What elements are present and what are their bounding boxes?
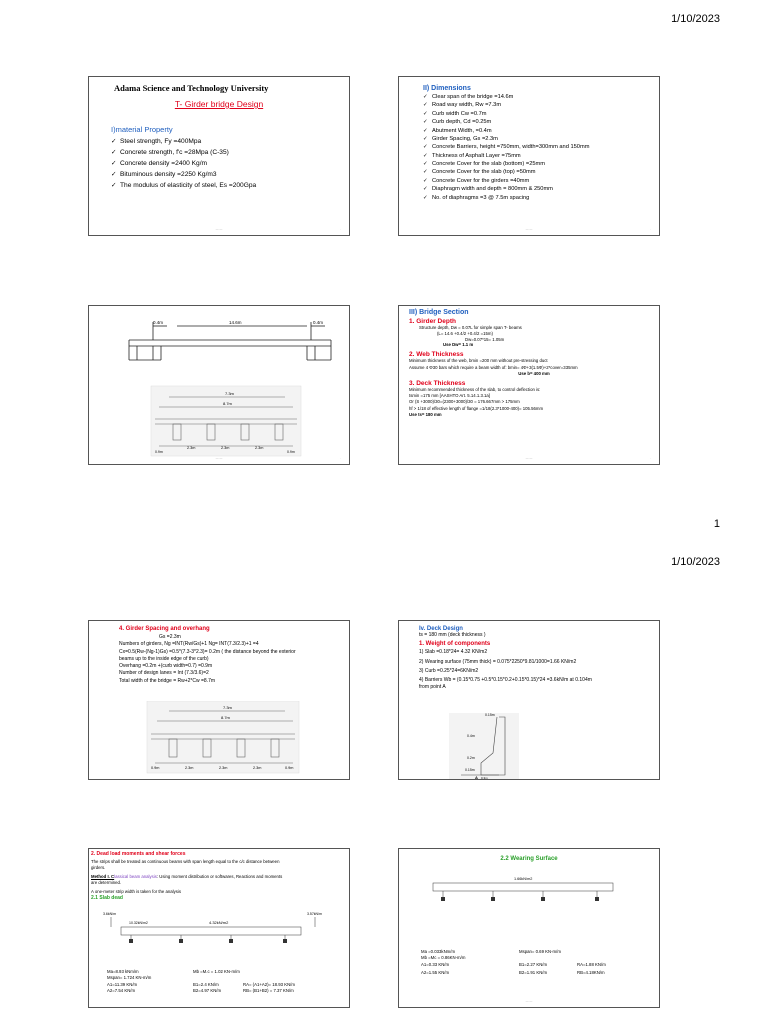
list-item: ✓ Steel strength, Fy =400Mpa: [111, 137, 349, 148]
page1-date: 1/10/2023: [671, 13, 720, 25]
slab-dead-load-diagram: [89, 909, 350, 969]
list-item: ✓ Concrete Barriers, height =750mm, width=300mm and 150mm: [423, 143, 659, 151]
slide-number: ·: [650, 999, 651, 1003]
result-value: B1=2.27 KN/m: [519, 961, 548, 967]
slide-footer: — —: [215, 227, 223, 231]
bridge-elevation-and-section: [89, 306, 350, 465]
subheading: 2.1 Slab dead: [91, 895, 123, 902]
dim-overhang-right: 0.9m: [287, 450, 295, 454]
list-item: ✓ Curb width Cw =0.7m: [423, 110, 659, 118]
method-name: lassical beam analysis: [114, 873, 157, 879]
list-item: ✓ No. of diaphragms =3 @ 7.5m spacing: [423, 194, 659, 202]
list-item: ✓ Concrete Cover for the slab (bottom) =25mm: [423, 160, 659, 168]
slide-wearing-surface: [398, 848, 660, 1008]
section-heading: III) Bridge Section: [409, 309, 469, 316]
list-item: ✓ Bituminous density =2250 Kg/m3: [111, 170, 349, 181]
slide-title: T- Girder bridge Design: [174, 99, 264, 109]
section-heading: Iv. Deck Design: [419, 626, 463, 632]
dim-label: 2.3m: [253, 766, 262, 770]
list-item: ✓ Thickness of Asphalt Layer =75mm: [423, 152, 659, 160]
paragraph: Structure depth, Dw = 0.07L for simple span T- beams: [419, 325, 522, 330]
list-item: ✓ Concrete density =2400 Kg/m: [111, 159, 349, 170]
result-value: Ma=8.93 kNm/m: [107, 969, 139, 974]
paragraph: Assume 4 Φ30 bars which require a beam width of: bmin= 4Φ+3(1.5Φ)+2*cover=335mm: [409, 364, 578, 370]
slide-number: ·: [650, 771, 651, 775]
slide-number: ·: [340, 456, 341, 460]
list-item: ✓ Curb depth, Cd =0.25m: [423, 118, 659, 126]
dim-total-width: 8.7m: [221, 715, 230, 720]
paragraph: Use ts= 180 mm: [409, 412, 442, 418]
page2-date: 1/10/2023: [671, 556, 720, 568]
paragraph: Number of design lanes = Int (7.3/3.6)=2: [119, 670, 209, 677]
dim-girder-spacing: 2.3m: [187, 446, 196, 450]
paragraph: (L= 14.6 +0.4/2 +0.4/2 =15m): [437, 331, 493, 337]
load-label: 3.57kN/m: [307, 912, 322, 916]
paragraph: Use Dw= 1.1 m: [443, 341, 474, 347]
slide-title: 4. Girder Spacing and overhang: [119, 626, 210, 632]
paragraph: tsmin =175 mm [AASHTO Art. 5.14.1.3.1a]: [409, 392, 491, 398]
fig-label: 0.4m: [467, 734, 475, 738]
fig-label: 0.2m: [467, 756, 475, 760]
load-label: 4.32kN/m2: [209, 920, 229, 925]
list-item: ✓ Girder Spacing, Gs =2.3m: [423, 135, 659, 143]
result-value: Mspan= 1.724 KN-m/m: [107, 975, 152, 981]
fig-point-a: A: [475, 775, 478, 780]
dim-label: 2.3m: [219, 766, 228, 770]
paragraph: from point A: [419, 684, 446, 691]
list-item: ✓ Abutment Width, =0.4m: [423, 127, 659, 135]
paragraph: The strips shall be treated as continuous beams with span length equal to the c/c distance between: [91, 859, 280, 864]
list-item: ✓ Diaphragm width and depth = 800mm & 250mm: [423, 185, 659, 193]
paragraph: Use b= 400 mm: [518, 371, 550, 377]
method-label: Method I. C: [91, 873, 115, 879]
dim-right: 0.4m: [313, 320, 324, 325]
slide-bridge-drawings: [88, 305, 350, 465]
result-value: RA=1.88 KN/m: [577, 961, 606, 967]
dim-span: 14.6m: [229, 320, 242, 325]
paragraph: 4) Barriers Wb = (0.15*0.75 +0.5*0.15*0.2+0.15*0.15)*24 =3.6kN/m at 0.104m: [419, 677, 592, 683]
subheading: 2.2 Wearing Surface: [500, 856, 558, 862]
slide-material-property: [88, 76, 350, 236]
list-item: ✓ Concrete strength, f'c =28Mpa (C-35): [111, 148, 349, 159]
slide-girder-spacing: [88, 620, 350, 780]
paragraph: Cx=0.5(Rw-(Ng-1)Gs) =0.5*(7.3-3*2.3)= 0.2m ( the distance beyond the exterior: [119, 648, 296, 655]
dim-left: 0.4m: [153, 320, 164, 325]
fig-label: 0.3m: [481, 776, 488, 780]
slide-number: ·: [340, 227, 341, 231]
result-value: A2=7.54 KN/m: [107, 988, 136, 994]
paragraph: Numbers of girders, Ng =INT(Rw/Gs)+1 Ng= INT(7.3/2.3)+1 =4: [119, 641, 259, 648]
slide-deck-design: [398, 620, 660, 780]
result-value: A1=11.39 KN/m: [107, 981, 138, 987]
wearing-surface-diagram: [399, 869, 660, 939]
university-name: Adama Science and Technology University: [114, 83, 269, 93]
paragraph: Total width of the bridge = Rw+2*Cw =8.7m: [119, 677, 216, 684]
dim-overhang-left: 0.9m: [155, 450, 163, 454]
list-item: ✓ Concrete Cover for the girders =40mm: [423, 177, 659, 185]
result-value: Mb =Mc = 0.86KN-m/m: [421, 955, 466, 961]
girder-section-drawing: [89, 701, 350, 780]
dim-girder-spacing: 2.3m: [221, 446, 230, 450]
subheading: 3. Deck Thickness: [409, 379, 466, 387]
paragraph: 3) Curb =0.25*24=6KN/m2: [419, 667, 479, 674]
slide-footer: — —: [215, 456, 223, 460]
dim-label: 0.9m: [151, 766, 160, 770]
dim-roadway: 7.3m: [223, 705, 232, 710]
paragraph: A one-meter strip width is taken for the analysis: [91, 888, 182, 894]
slide-dead-load-moments: [88, 848, 350, 1008]
paragraph: Overhang =0.2m +(curb width=0.7) =0.9m: [119, 663, 213, 669]
list-item: ✓ The modulus of elasticity of steel, Es =200Gpa: [111, 181, 349, 192]
paragraph: girders.: [91, 865, 106, 871]
subheading: 2. Web Thickness: [409, 351, 464, 359]
dim-total-width: 8.7m: [223, 401, 232, 406]
paragraph: Minimum thickness of the web, bmin =200 mm without pre-stressing duct: [409, 358, 548, 364]
list-item: ✓ Clear span of the bridge =14.6m: [423, 93, 659, 101]
slide-footer: — —: [525, 456, 533, 460]
paragraph: hf > 1/18 of effective length of flange =1/18(2.3*1000-400)= 105.56mm: [409, 405, 544, 411]
section-heading: I)material Property: [111, 125, 173, 134]
paragraph: 2) Wearing surface (75mm thick) = 0.075*2250*9.81/1000=1.66 KN/m2: [419, 658, 577, 665]
dimensions-list: [423, 93, 659, 202]
page-number: 1: [713, 518, 720, 530]
paragraph: Minimum recommended thickness of the slab, to control deflection is:: [409, 386, 541, 392]
paragraph: ts = 180 mm (deck thickness ): [419, 632, 486, 638]
result-value: RA= (A1+A2)= 18.93 KN/m: [243, 981, 295, 987]
result-value: Mspan= 0.69 KN-m/m: [519, 949, 561, 954]
paragraph: beams up to the inside edge of the curb): [119, 655, 209, 662]
section-heading: II) Dimensions: [423, 85, 471, 92]
load-label: 10.32kN/m2: [129, 921, 148, 925]
list-item: ✓ Concrete Cover for the slab (top) =50mm: [423, 168, 659, 176]
paragraph: are determined.: [91, 880, 122, 886]
fig-label: 0.15m: [465, 768, 475, 772]
slide-bridge-section: [398, 305, 660, 465]
paragraph: : Using moment distribution or softwares, Reactions and moments: [156, 873, 283, 879]
result-value: Ma =0.033kNm/m: [421, 949, 456, 954]
barrier-section-drawing: [399, 713, 660, 780]
load-label: 1.66kN/m2: [514, 877, 533, 881]
result-value: RB= (B1+B2) = 7.37 KN/m: [243, 988, 294, 994]
fig-label: 0.15m: [485, 713, 495, 717]
subheading: 1. Weight of components: [419, 641, 491, 648]
dim-roadway: 7.3m: [225, 391, 234, 396]
paragraph: Dw=0.07*15= 1.05m: [465, 336, 505, 342]
slide-footer: — —: [525, 227, 533, 231]
slide-number: ·: [650, 456, 651, 460]
slide-dimensions: [398, 76, 660, 236]
dim-label: 0.9m: [285, 766, 294, 770]
result-value: A1=0.33 KN/m: [421, 961, 450, 967]
result-value: Mb =M.c = 1.02 KN-m/m: [193, 969, 240, 974]
subheading: 2. Dead load moments and shear forces: [91, 851, 186, 857]
result-value: RB=4.18KN/m: [577, 970, 605, 976]
result-value: B2=4.97 KN/m: [193, 988, 222, 994]
load-label: 3.6kN/m: [103, 912, 117, 916]
result-value: B2=1.91 KN/m: [519, 970, 548, 976]
slide-footer: — —: [525, 999, 533, 1003]
paragraph: Gs =2.3m: [159, 634, 181, 640]
slide-number: ·: [650, 227, 651, 231]
list-item: ✓ Road way width, Rw =7.3m: [423, 101, 659, 109]
dim-label: 2.3m: [185, 766, 194, 770]
result-value: B1=2.4 KN/m: [193, 981, 219, 987]
slide-number: ·: [340, 771, 341, 775]
result-value: A2=1.55 KN/m: [421, 970, 450, 976]
material-list: [111, 137, 349, 191]
subheading: 1. Girder Depth: [409, 318, 456, 325]
paragraph: 1) Slab =0.18*24= 4.32 KN/m2: [419, 649, 488, 656]
dim-girder-spacing: 2.3m: [255, 446, 264, 450]
paragraph: Or (S +3000)/30=(2300+3000)/30 = 176.667mm > 175mm: [409, 399, 520, 405]
